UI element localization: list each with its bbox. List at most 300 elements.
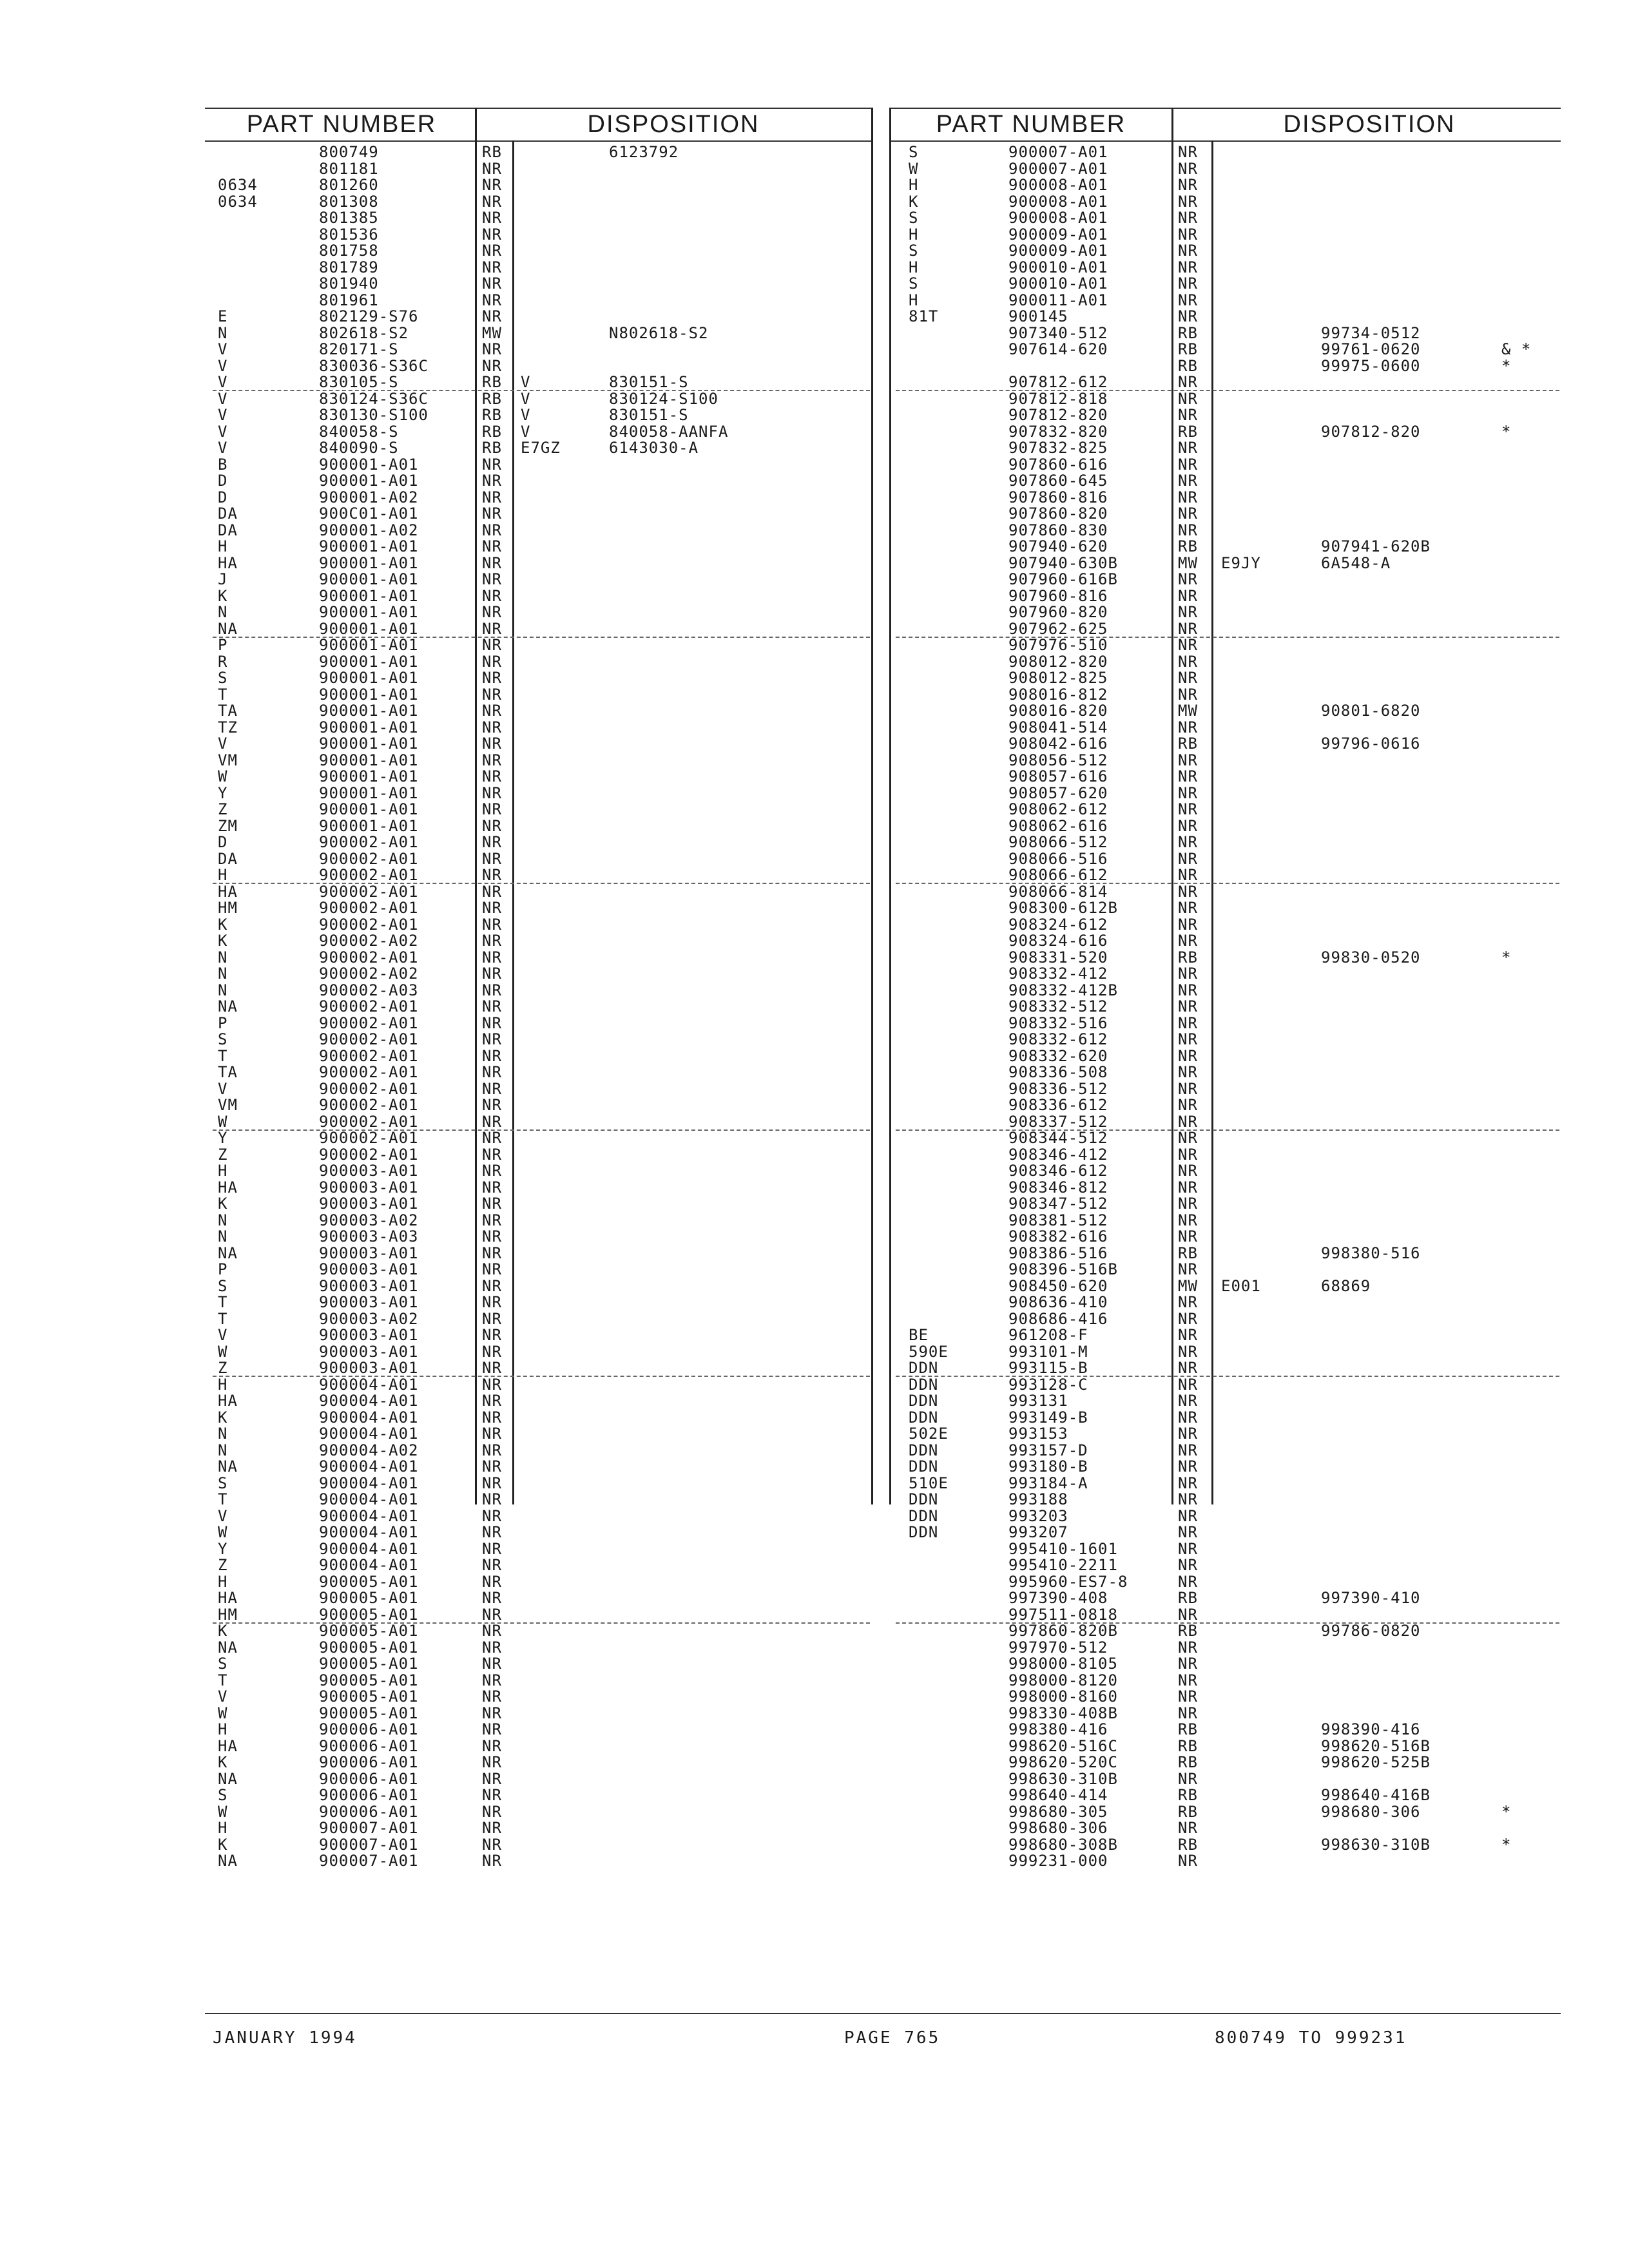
part-number-cell: 830124-S36C — [319, 389, 429, 408]
status-cell: NR — [1178, 143, 1198, 161]
status-cell: MW — [482, 323, 502, 342]
status-cell: NR — [1178, 603, 1198, 621]
prefix-cell: K — [218, 932, 228, 950]
status-cell: NR — [1178, 1425, 1198, 1443]
disposition-cell: 907812-820 — [1321, 422, 1421, 441]
prefix-cell: Z — [218, 800, 228, 818]
note-cell: * — [1501, 1802, 1512, 1821]
disposition-cell: 99830-0520 — [1321, 948, 1421, 966]
status-cell: NR — [482, 176, 502, 194]
status-cell: RB — [1178, 537, 1198, 555]
part-number-cell: 900006-A01 — [319, 1753, 419, 1771]
prefix-cell: T — [218, 1293, 228, 1311]
status-cell: NR — [482, 159, 502, 178]
prefix-cell: DDN — [909, 1506, 939, 1525]
prefix-cell: T — [218, 1671, 228, 1689]
status-cell: NR — [1178, 1359, 1198, 1377]
part-number-cell: 900002-A01 — [319, 1079, 419, 1098]
disposition-cell: 998620-525B — [1321, 1753, 1431, 1771]
status-cell: NR — [482, 1589, 502, 1607]
status-cell: NR — [1178, 1704, 1198, 1722]
prefix-cell: N — [218, 1441, 228, 1459]
part-number-cell: 998640-414 — [1008, 1786, 1108, 1804]
part-number-cell: 900005-A01 — [319, 1572, 419, 1591]
table-row — [0, 703, 1629, 720]
prefix-cell: V — [218, 1687, 228, 1706]
part-number-cell: 998000-8105 — [1008, 1655, 1118, 1673]
table-row — [0, 1656, 1629, 1673]
prefix-cell: V — [218, 389, 228, 408]
disposition-cell: 998380-516 — [1321, 1244, 1421, 1262]
part-number-cell: 801181 — [319, 159, 379, 178]
part-number-cell: 998000-8160 — [1008, 1687, 1118, 1706]
status-cell: NR — [482, 1622, 502, 1640]
status-cell: NR — [482, 1129, 502, 1147]
prefix-cell: DDN — [909, 1408, 939, 1427]
status-cell: NR — [1178, 159, 1198, 178]
prefix-cell: N — [218, 1425, 228, 1443]
prefix-cell: S — [909, 143, 919, 161]
part-number-cell: 830036-S36C — [319, 356, 429, 375]
prefix-cell: V — [218, 406, 228, 424]
part-number-cell: 900001-A01 — [319, 816, 419, 835]
status-cell: NR — [482, 1211, 502, 1229]
status-cell: NR — [1178, 800, 1198, 818]
table-row — [0, 210, 1629, 227]
part-number-cell: 900001-A01 — [319, 537, 419, 555]
status-cell: NR — [1178, 1195, 1198, 1213]
status-cell: NR — [1178, 932, 1198, 950]
prefix-cell: H — [218, 1720, 228, 1738]
table-row — [0, 539, 1629, 555]
prefix-cell: W — [218, 767, 228, 785]
table-row — [0, 851, 1629, 868]
part-number-cell: 801940 — [319, 274, 379, 293]
group-separator — [213, 637, 870, 638]
part-number-cell: 900004-A01 — [319, 1556, 419, 1574]
group-separator — [213, 1129, 870, 1131]
status-cell: NR — [482, 899, 502, 917]
part-number-cell: 900001-A02 — [319, 488, 419, 506]
part-number-cell: 908300-612B — [1008, 899, 1118, 917]
table-row — [0, 769, 1629, 785]
status-cell: NR — [1178, 882, 1198, 901]
table-row — [0, 604, 1629, 621]
prefix-cell: HA — [218, 553, 238, 572]
part-number-cell: 908066-612 — [1008, 866, 1108, 884]
status-cell: NR — [1178, 1605, 1198, 1624]
status-cell: NR — [482, 1342, 502, 1361]
table-row — [0, 1722, 1629, 1738]
part-number-cell: 900005-A01 — [319, 1622, 419, 1640]
prefix-cell: K — [218, 1753, 228, 1771]
prefix-cell: Z — [218, 1359, 228, 1377]
status-cell: MW — [1178, 553, 1198, 572]
table-row — [0, 1754, 1629, 1771]
status-cell: NR — [482, 1195, 502, 1213]
table-row — [0, 1557, 1629, 1574]
prefix-cell: S — [909, 242, 919, 260]
part-number-cell: 993128-C — [1008, 1375, 1088, 1394]
status-cell: NR — [482, 258, 502, 276]
part-number-cell: 997511-0818 — [1008, 1605, 1118, 1624]
part-number-cell: 908062-616 — [1008, 816, 1108, 835]
table-row — [0, 1426, 1629, 1443]
part-number-cell: 907860-830 — [1008, 521, 1108, 539]
part-number-cell: 900008-A01 — [1008, 209, 1108, 227]
table-row — [0, 1032, 1629, 1048]
group-separator — [896, 1622, 1559, 1624]
status-cell: NR — [1178, 1260, 1198, 1278]
status-cell: NR — [482, 586, 502, 605]
part-number-cell: 993101-M — [1008, 1342, 1088, 1361]
status-cell: NR — [482, 1276, 502, 1295]
table-row — [0, 144, 1629, 161]
part-number-cell: 900004-A01 — [319, 1392, 419, 1410]
prefix-cell: K — [218, 1408, 228, 1427]
part-number-cell: 900007-A01 — [319, 1852, 419, 1870]
status-cell: NR — [1178, 472, 1198, 490]
status-cell: NR — [482, 1293, 502, 1311]
part-number-cell: 993131 — [1008, 1392, 1068, 1410]
header-rule-right — [889, 140, 1561, 142]
status-cell: NR — [1178, 899, 1198, 917]
prefix-cell: H — [909, 291, 919, 309]
disposition-cell: 68869 — [1321, 1276, 1371, 1295]
part-number-cell: 908332-412 — [1008, 965, 1108, 983]
code-cell: V — [521, 389, 531, 408]
part-number-cell: 900004-A01 — [319, 1425, 419, 1443]
status-cell: NR — [1178, 619, 1198, 638]
code-cell: E001 — [1221, 1276, 1261, 1295]
status-cell: RB — [1178, 1244, 1198, 1262]
table-row — [0, 867, 1629, 884]
part-number-cell: 908056-512 — [1008, 751, 1108, 769]
prefix-cell: V — [218, 735, 228, 753]
prefix-cell: T — [218, 1046, 228, 1065]
part-number-cell: 993180-B — [1008, 1457, 1088, 1475]
table-row — [0, 523, 1629, 539]
status-cell: NR — [1178, 406, 1198, 424]
status-cell: NR — [1178, 1539, 1198, 1558]
status-cell: NR — [482, 1506, 502, 1525]
part-number-cell: 908686-416 — [1008, 1309, 1108, 1328]
part-number-cell: 900002-A01 — [319, 1063, 419, 1081]
status-cell: NR — [482, 948, 502, 966]
part-number-cell: 900003-A01 — [319, 1178, 419, 1196]
prefix-cell: W — [218, 1802, 228, 1821]
part-number-cell: 908450-620 — [1008, 1276, 1108, 1295]
prefix-cell: TA — [218, 1063, 238, 1081]
disposition-cell: 99786-0820 — [1321, 1622, 1421, 1640]
disposition-cell: 998640-416B — [1321, 1786, 1431, 1804]
table-row — [0, 802, 1629, 818]
status-cell: NR — [1178, 505, 1198, 523]
status-cell: RB — [1178, 948, 1198, 966]
status-cell: NR — [482, 849, 502, 868]
disposition-cell: 998390-416 — [1321, 1720, 1421, 1738]
part-number-cell: 900005-A01 — [319, 1589, 419, 1607]
part-number-cell: 900010-A01 — [1008, 258, 1108, 276]
prefix-cell: N — [218, 965, 228, 983]
table-row — [0, 293, 1629, 309]
part-number-cell: 900002-A02 — [319, 932, 419, 950]
table-row — [0, 572, 1629, 588]
part-number-cell: 995410-2211 — [1008, 1556, 1118, 1574]
table-row — [0, 621, 1629, 638]
status-cell: NR — [482, 1736, 502, 1755]
part-number-cell: 908324-612 — [1008, 915, 1108, 934]
prefix-cell: HA — [218, 882, 238, 901]
part-number-cell: 908324-616 — [1008, 932, 1108, 950]
code-cell: V — [521, 406, 531, 424]
part-number-cell: 907940-630B — [1008, 553, 1118, 572]
table-row — [0, 161, 1629, 178]
part-number-cell: 997390-408 — [1008, 1589, 1108, 1607]
status-cell: NR — [482, 882, 502, 901]
status-cell: NR — [482, 1046, 502, 1065]
part-number-cell: 998620-516C — [1008, 1736, 1118, 1755]
status-cell: RB — [482, 373, 502, 391]
status-cell: NR — [1178, 1457, 1198, 1475]
part-number-cell: 900004-A02 — [319, 1441, 419, 1459]
table-row — [0, 1443, 1629, 1459]
table-row — [0, 1837, 1629, 1854]
status-cell: NR — [482, 521, 502, 539]
header-rule-left — [205, 140, 872, 142]
prefix-cell: N — [218, 1227, 228, 1245]
status-cell: NR — [482, 1572, 502, 1591]
part-number-cell: 900007-A01 — [1008, 159, 1108, 178]
part-number-cell: 900001-A01 — [319, 783, 419, 802]
status-cell: NR — [1178, 1671, 1198, 1689]
part-number-cell: 900002-A01 — [319, 849, 419, 868]
part-number-cell: 999231-000 — [1008, 1852, 1108, 1870]
table-row — [0, 1229, 1629, 1245]
status-cell: NR — [482, 915, 502, 934]
prefix-cell: K — [218, 586, 228, 605]
prefix-cell: D — [218, 472, 228, 490]
part-number-cell: 908386-516 — [1008, 1244, 1108, 1262]
footer-date: JANUARY 1994 — [213, 2028, 357, 2048]
prefix-cell: HA — [218, 1178, 238, 1196]
prefix-cell: K — [218, 1835, 228, 1854]
part-number-cell: 908344-512 — [1008, 1129, 1108, 1147]
prefix-cell: 81T — [909, 307, 939, 325]
status-cell: NR — [482, 1145, 502, 1164]
status-cell: NR — [1178, 209, 1198, 227]
prefix-cell: VM — [218, 751, 238, 769]
part-number-cell: 998000-8120 — [1008, 1671, 1118, 1689]
prefix-cell: J — [218, 570, 228, 588]
prefix-cell: HM — [218, 899, 238, 917]
group-separator — [213, 390, 870, 391]
table-row — [0, 950, 1629, 966]
status-cell: NR — [482, 505, 502, 523]
status-cell: NR — [1178, 1506, 1198, 1525]
part-number-cell: 900001-A01 — [319, 586, 419, 605]
part-number-cell: 908041-514 — [1008, 718, 1108, 736]
disposition-cell: 99796-0616 — [1321, 735, 1421, 753]
part-number-cell: 900004-A01 — [319, 1457, 419, 1475]
status-cell: NR — [482, 1539, 502, 1558]
table-row — [0, 900, 1629, 917]
disposition-cell: 830151-S — [609, 373, 689, 391]
prefix-cell: H — [909, 258, 919, 276]
table-row — [0, 999, 1629, 1015]
status-cell: NR — [1178, 965, 1198, 983]
status-cell: NR — [1178, 1309, 1198, 1328]
prefix-cell: 0634 — [218, 192, 258, 211]
status-cell: NR — [482, 1852, 502, 1870]
part-number-cell: 908332-412B — [1008, 981, 1118, 999]
prefix-cell: Y — [218, 783, 228, 802]
status-cell: NR — [482, 1392, 502, 1410]
part-number-cell: 907960-820 — [1008, 603, 1108, 621]
status-cell: NR — [482, 1605, 502, 1624]
disposition-cell: 907941-620B — [1321, 537, 1431, 555]
part-number-cell: 900002-A01 — [319, 915, 419, 934]
prefix-cell: DDN — [909, 1359, 939, 1377]
group-separator — [213, 1376, 870, 1377]
status-cell: NR — [482, 751, 502, 769]
status-cell: NR — [1178, 767, 1198, 785]
part-number-cell: 908636-410 — [1008, 1293, 1108, 1311]
prefix-cell: H — [218, 1819, 228, 1837]
status-cell: NR — [482, 767, 502, 785]
part-number-cell: 900002-A01 — [319, 1046, 419, 1065]
status-cell: NR — [482, 816, 502, 835]
table-row — [0, 1130, 1629, 1147]
part-number-cell: 900004-A01 — [319, 1375, 419, 1394]
status-cell: NR — [1178, 1178, 1198, 1196]
status-cell: NR — [482, 1720, 502, 1738]
status-cell: NR — [1178, 1162, 1198, 1180]
table-row — [0, 1064, 1629, 1081]
status-cell: NR — [482, 1309, 502, 1328]
table-row — [0, 1180, 1629, 1196]
table-row — [0, 243, 1629, 260]
part-number-cell: 900003-A01 — [319, 1342, 419, 1361]
table-row — [0, 276, 1629, 293]
table-row — [0, 1771, 1629, 1788]
status-cell: NR — [482, 718, 502, 736]
prefix-cell: N — [218, 948, 228, 966]
part-number-cell: 908062-612 — [1008, 800, 1108, 818]
prefix-cell: S — [218, 669, 228, 687]
part-number-cell: 998680-308B — [1008, 1835, 1118, 1854]
part-number-cell: 998620-520C — [1008, 1753, 1118, 1771]
table-row — [0, 1410, 1629, 1427]
status-cell: NR — [482, 307, 502, 325]
part-number-cell: 900009-A01 — [1008, 242, 1108, 260]
prefix-cell: S — [218, 1786, 228, 1804]
group-separator — [896, 390, 1559, 391]
status-cell: NR — [1178, 1096, 1198, 1114]
status-cell: NR — [1178, 1342, 1198, 1361]
part-number-cell: 840090-S — [319, 439, 399, 457]
right-disposition-header: DISPOSITION — [1283, 111, 1456, 138]
status-cell: NR — [1178, 455, 1198, 474]
table-row — [0, 325, 1629, 342]
prefix-cell: K — [218, 1622, 228, 1640]
disposition-cell: 99734-0512 — [1321, 323, 1421, 342]
status-cell: NR — [1178, 1392, 1198, 1410]
part-number-cell: 900007-A01 — [319, 1835, 419, 1854]
table-row — [0, 1048, 1629, 1065]
table-row — [0, 1673, 1629, 1689]
status-cell: NR — [1178, 1293, 1198, 1311]
part-number-cell: 801260 — [319, 176, 379, 194]
status-cell: NR — [1178, 1063, 1198, 1081]
part-number-cell: 900002-A01 — [319, 1145, 419, 1164]
status-cell: NR — [482, 1819, 502, 1837]
part-number-cell: 908396-516B — [1008, 1260, 1118, 1278]
part-number-cell: 830130-S100 — [319, 406, 429, 424]
part-number-cell: 900007-A01 — [319, 1819, 419, 1837]
prefix-cell: H — [909, 176, 919, 194]
part-number-cell: 900005-A01 — [319, 1638, 419, 1657]
disposition-cell: 830124-S100 — [609, 389, 718, 408]
prefix-cell: S — [218, 1030, 228, 1048]
prefix-cell: 590E — [909, 1342, 949, 1361]
part-number-cell: 900001-A01 — [319, 751, 419, 769]
status-cell: NR — [482, 1227, 502, 1245]
part-number-cell: 900001-A01 — [319, 472, 419, 490]
prefix-cell: T — [218, 1309, 228, 1328]
group-separator — [213, 883, 870, 884]
part-number-cell: 900002-A01 — [319, 1129, 419, 1147]
status-cell: NR — [1178, 1326, 1198, 1344]
table-row — [0, 687, 1629, 704]
disposition-cell: 99761-0620 — [1321, 340, 1421, 358]
status-cell: NR — [482, 274, 502, 293]
status-cell: RB — [1178, 1753, 1198, 1771]
disposition-cell: 99975-0600 — [1321, 356, 1421, 375]
disposition-cell: 998630-310B — [1321, 1835, 1431, 1854]
part-number-cell: 908346-812 — [1008, 1178, 1108, 1196]
part-number-cell: 900007-A01 — [1008, 143, 1108, 161]
status-cell: NR — [1178, 915, 1198, 934]
code-cell: V — [521, 373, 531, 391]
status-cell: NR — [1178, 1852, 1198, 1870]
prefix-cell: P — [218, 1014, 228, 1032]
table-row — [0, 490, 1629, 506]
table-row — [0, 1245, 1629, 1262]
part-number-cell: 900001-A01 — [319, 652, 419, 671]
status-cell: NR — [482, 1014, 502, 1032]
status-cell: NR — [482, 225, 502, 244]
status-cell: NR — [482, 1802, 502, 1821]
table-row — [0, 473, 1629, 490]
prefix-cell: V — [218, 422, 228, 441]
part-number-cell: 908332-612 — [1008, 1030, 1108, 1048]
part-number-cell: 801536 — [319, 225, 379, 244]
table-row — [0, 1459, 1629, 1475]
status-cell: RB — [1178, 1786, 1198, 1804]
status-cell: NR — [1178, 439, 1198, 457]
part-number-cell: 907614-620 — [1008, 340, 1108, 358]
part-number-cell: 907340-512 — [1008, 323, 1108, 342]
status-cell: RB — [1178, 340, 1198, 358]
table-row — [0, 1607, 1629, 1624]
prefix-cell: P — [218, 636, 228, 654]
table-row — [0, 1689, 1629, 1706]
part-number-cell: 900005-A01 — [319, 1687, 419, 1706]
status-cell: RB — [1178, 1736, 1198, 1755]
status-cell: NR — [1178, 1112, 1198, 1131]
table-row — [0, 966, 1629, 983]
